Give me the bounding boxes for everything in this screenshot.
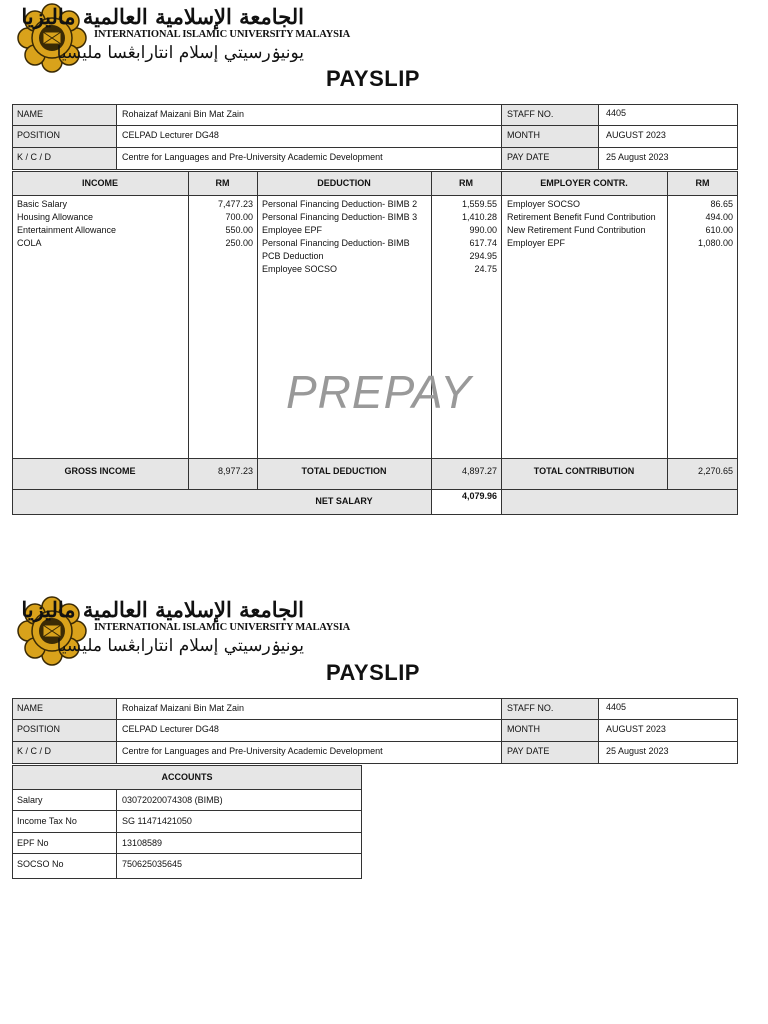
month-label: MONTH (507, 724, 540, 734)
employer-amounts (669, 198, 733, 250)
university-jawi-name: يونيۏرسيتي إسلام انتارابڠسا مليسيا (56, 636, 304, 656)
net-salary-value: 4,079.96 (461, 491, 497, 501)
page-title-second: PAYSLIP (326, 660, 420, 685)
income-item-amount: 250.00 (225, 238, 253, 248)
prepay-watermark: PREPAY (286, 366, 472, 418)
kcd-label: K / C / D (17, 746, 52, 756)
gross-income-label: GROSS INCOME (64, 466, 136, 476)
deduction-item-label: Personal Financing Deduction- BIMB 2 (262, 199, 418, 209)
pay-date-label: PAY DATE (507, 152, 550, 162)
total-deduction-label: TOTAL DEDUCTION (301, 466, 387, 476)
deduction-amounts (433, 198, 497, 276)
income-amounts (190, 198, 253, 250)
employee-position: CELPAD Lecturer DG48 (122, 130, 219, 140)
employee-name: Rohaizaf Maizani Bin Mat Zain (122, 109, 245, 119)
name-label: NAME (17, 703, 44, 713)
income-list (17, 198, 116, 250)
university-name: INTERNATIONAL ISLAMIC UNIVERSITY MALAYSIA (94, 29, 351, 40)
deduction-item-amount: 1,559.55 (461, 199, 497, 209)
gross-income-value: 8,977.23 (217, 466, 253, 476)
deduction-item-amount: 1,410.28 (461, 212, 497, 222)
total-contribution-label: TOTAL CONTRIBUTION (533, 466, 635, 476)
staff-no-label: STAFF NO. (507, 109, 554, 119)
pay-date: 25 August 2023 (606, 152, 669, 162)
employer-item-amount: 1,080.00 (697, 238, 733, 248)
account-label-salary: Salary (17, 795, 43, 805)
deduction-item-amount: 990.00 (469, 225, 497, 235)
account-label-income-tax: Income Tax No (17, 816, 77, 826)
employer-header: EMPLOYER CONTR. (540, 178, 628, 188)
position-label: POSITION (17, 130, 61, 140)
employee-name: Rohaizaf Maizani Bin Mat Zain (122, 703, 245, 713)
income-item-label: Basic Salary (17, 199, 68, 209)
deduction-item-label: Personal Financing Deduction- BIMB 3 (262, 212, 418, 222)
staff-no-label: STAFF NO. (507, 703, 554, 713)
iium-logo-second (14, 595, 351, 667)
account-value-socso: 750625035645 (122, 859, 183, 869)
income-item-label: COLA (17, 238, 42, 248)
income-rm-header: RM (215, 178, 230, 188)
university-arabic-name: الجامعة الإسلامية العالمية ماليزيا (21, 597, 304, 622)
deduction-list (262, 198, 417, 276)
name-label: NAME (17, 109, 44, 119)
income-item-label: Entertainment Allowance (17, 225, 117, 235)
employer-rm-header: RM (695, 178, 710, 188)
university-arabic-name: الجامعة الإسلامية العالمية ماليزيا (21, 4, 304, 29)
deduction-header: DEDUCTION (317, 178, 371, 188)
employer-item-label: Employer EPF (507, 238, 566, 248)
deduction-item-label: Employee SOCSO (262, 264, 338, 274)
income-item-amount: 700.00 (225, 212, 253, 222)
deduction-rm-header: RM (459, 178, 473, 188)
account-label-socso: SOCSO No (17, 859, 64, 869)
accounts-header: ACCOUNTS (161, 772, 213, 782)
deduction-item-amount: 617.74 (469, 238, 497, 248)
university-name: INTERNATIONAL ISLAMIC UNIVERSITY MALAYSIA (94, 622, 351, 633)
employer-item-label: New Retirement Fund Contribution (507, 225, 646, 235)
pay-date: 25 August 2023 (606, 746, 669, 756)
deduction-item-label: PCB Deduction (262, 251, 324, 261)
employer-item-amount: 610.00 (705, 225, 733, 235)
employer-list (507, 198, 656, 250)
deduction-item-label: Employee EPF (262, 225, 323, 235)
account-value-salary: 03072020074308 (BIMB) (122, 795, 223, 805)
month-value: AUGUST 2023 (606, 130, 666, 140)
total-deduction-value: 4,897.27 (461, 466, 497, 476)
income-item-amount: 550.00 (225, 225, 253, 235)
position-label: POSITION (17, 724, 61, 734)
account-value-income-tax: SG 11471421050 (122, 816, 192, 826)
month-label: MONTH (507, 130, 540, 140)
kcd-label: K / C / D (17, 152, 52, 162)
net-salary-label: NET SALARY (315, 496, 373, 506)
iium-logo (14, 2, 351, 74)
employee-position: CELPAD Lecturer DG48 (122, 724, 219, 734)
university-jawi-name: يونيۏرسيتي إسلام انتارابڠسا مليسيا (56, 43, 304, 63)
pay-date-label: PAY DATE (507, 746, 550, 756)
account-label-epf: EPF No (17, 838, 49, 848)
total-contribution-value: 2,270.65 (697, 466, 733, 476)
month-value: AUGUST 2023 (606, 724, 666, 734)
employer-item-amount: 494.00 (705, 212, 733, 222)
deduction-item-amount: 24.75 (474, 264, 497, 274)
employer-item-amount: 86.65 (710, 199, 733, 209)
income-item-label: Housing Allowance (17, 212, 94, 222)
employee-kcd: Centre for Languages and Pre-University Academic Development (122, 152, 383, 162)
employee-kcd: Centre for Languages and Pre-University Academic Development (122, 746, 383, 756)
staff-no: 4405 (606, 702, 627, 712)
staff-no: 4405 (606, 108, 627, 118)
employer-item-label: Employer SOCSO (507, 199, 581, 209)
account-value-epf: 13108589 (122, 838, 163, 848)
employer-item-label: Retirement Benefit Fund Contribution (507, 212, 656, 222)
income-item-amount: 7,477.23 (217, 199, 253, 209)
income-header: INCOME (82, 178, 118, 188)
page-title: PAYSLIP (326, 66, 420, 91)
deduction-item-label: Personal Financing Deduction- BIMB (262, 238, 410, 248)
deduction-item-amount: 294.95 (469, 251, 497, 261)
